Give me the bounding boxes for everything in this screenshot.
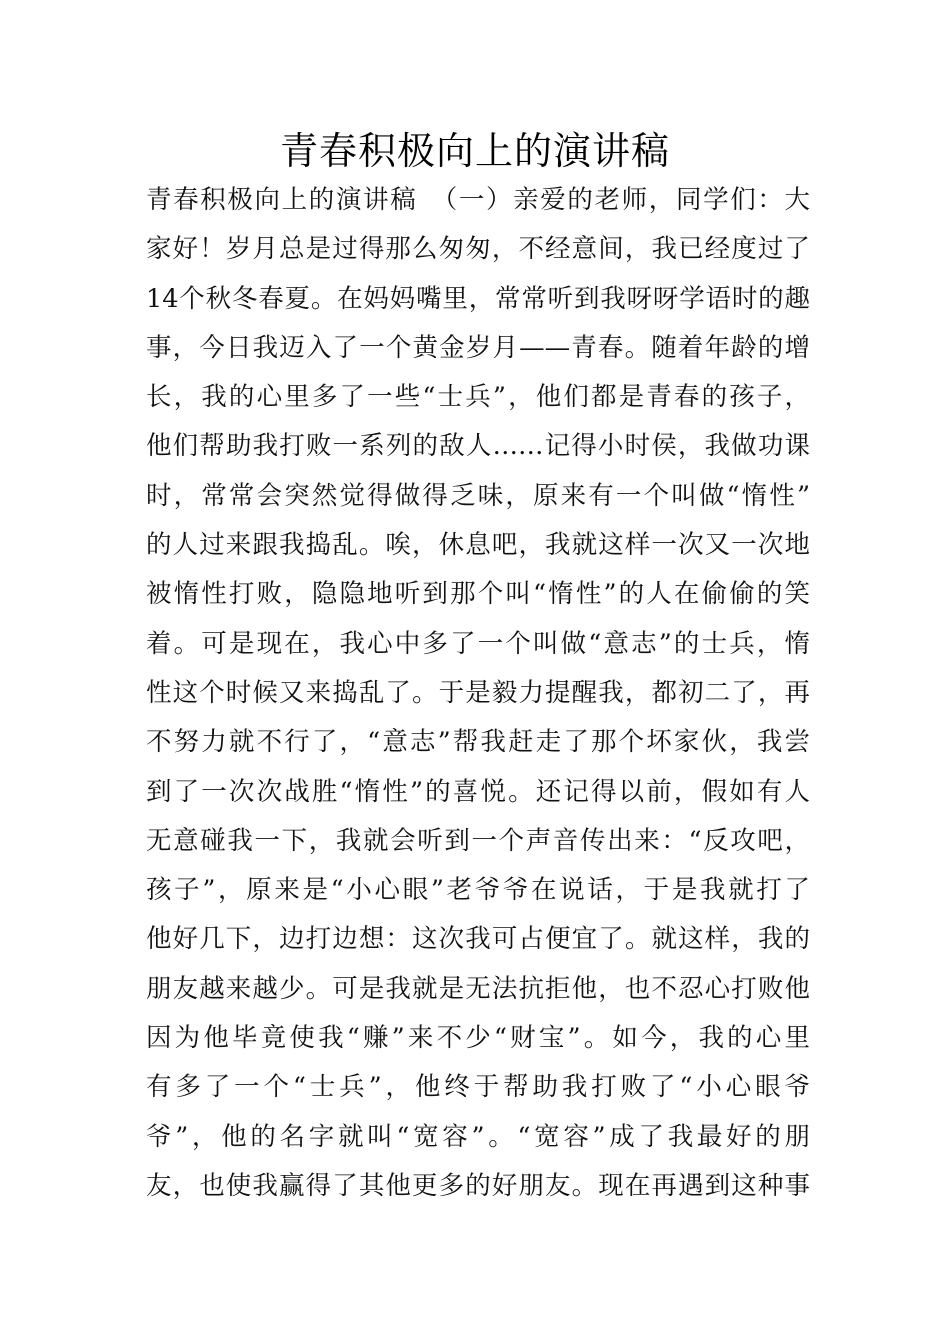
body-line: 有多了一个“士兵”，他终于帮助我打败了“小心眼爷 bbox=[146, 1072, 810, 1103]
body-line: 事，今日我迈入了一个黄金岁月——青春。随着年龄的增 bbox=[146, 332, 810, 363]
document-title: 青春积极向上的演讲稿 bbox=[279, 129, 670, 173]
body-line: 到了一次次战胜“惰性”的喜悦。还记得以前，假如有人 bbox=[146, 776, 810, 807]
body-line: 的人过来跟我捣乱。唉，休息吧，我就这样一次又一次地 bbox=[146, 530, 810, 561]
body-line: 着。可是现在，我心中多了一个叫做“意志”的士兵，惰 bbox=[146, 628, 810, 659]
body-line: 孩子”，原来是“小心眼”老爷爷在说话，于是我就打了 bbox=[146, 875, 810, 906]
body-line: 被惰性打败，隐隐地听到那个叫“惰性”的人在偷偷的笑 bbox=[146, 579, 810, 610]
body-line: 他好几下，边打边想：这次我可占便宜了。就这样，我的 bbox=[146, 924, 810, 955]
body-line: 他们帮助我打败一系列的敌人……记得小时侯，我做功课 bbox=[146, 431, 810, 462]
body-line: 不努力就不行了，“意志”帮我赶走了那个坏家伙，我尝 bbox=[146, 727, 810, 758]
body-line: 青春积极向上的演讲稿 （一）亲爱的老师，同学们：大 bbox=[146, 185, 810, 215]
body-line: 家好！岁月总是过得那么匆匆，不经意间，我已经度过了 bbox=[146, 234, 810, 265]
body-line: 时，常常会突然觉得做得乏味，原来有一个叫做“惰性” bbox=[146, 480, 810, 511]
document-body bbox=[146, 176, 810, 1211]
body-line: 无意碰我一下，我就会听到一个声音传出来：“反攻吧， bbox=[146, 825, 810, 856]
body-line: 爷”，他的名字就叫“宽容”。“宽容”成了我最好的朋 bbox=[146, 1121, 810, 1152]
body-line: 14个秋冬春夏。在妈妈嘴里，常常听到我呀呀学语时的趣 bbox=[146, 283, 810, 314]
body-line: 因为他毕竟使我“赚”来不少“财宝”。如今，我的心里 bbox=[146, 1023, 810, 1054]
body-line: 长，我的心里多了一些“士兵”，他们都是青春的孩子， bbox=[146, 382, 810, 413]
body-line: 朋友越来越少。可是我就是无法抗拒他，也不忍心打败他 bbox=[146, 973, 810, 1004]
body-line: 性这个时候又来捣乱了。于是毅力提醒我，都初二了，再 bbox=[146, 677, 810, 708]
body-line: 友，也使我赢得了其他更多的好朋友。现在再遇到这种事 bbox=[146, 1170, 810, 1201]
